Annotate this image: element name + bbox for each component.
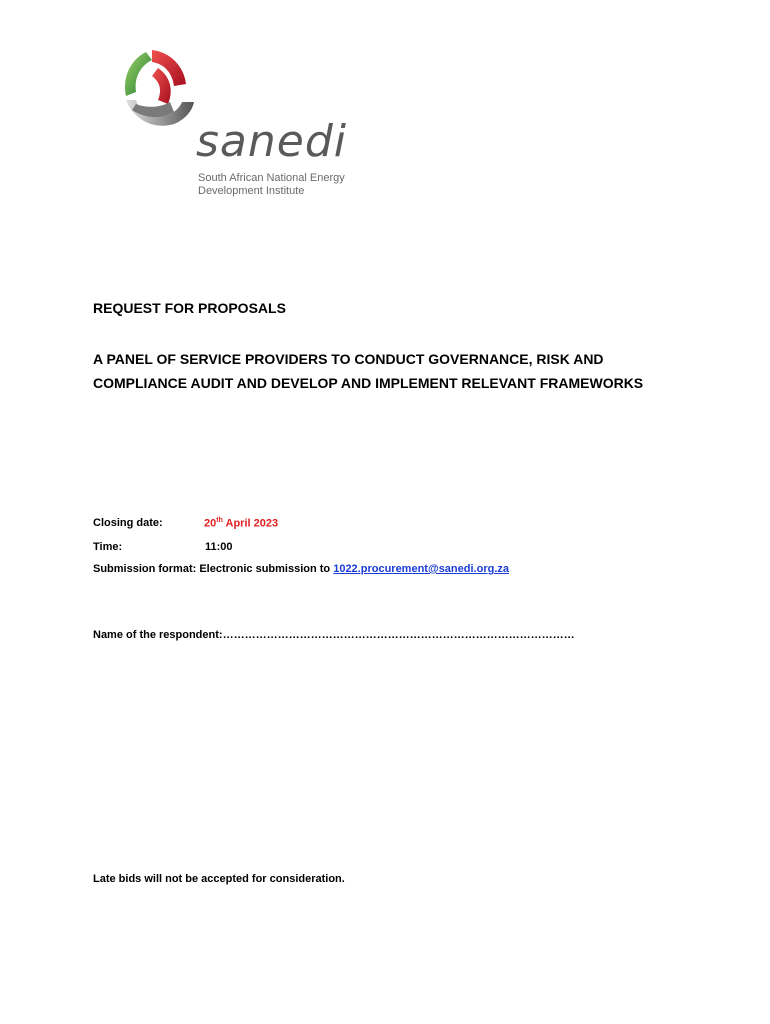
- closing-date-row: [93, 517, 279, 530]
- submission-row: [93, 563, 509, 575]
- submission-label: Submission format: Electronic submission to: [93, 563, 334, 575]
- closing-day-suffix: th: [216, 517, 223, 524]
- time-label: Time:: [93, 541, 123, 553]
- closing-date-label: Closing date:: [93, 517, 163, 529]
- closing-month-year: April 2023: [222, 517, 279, 530]
- late-bids-notice: Late bids will not be accepted for consideration.: [93, 873, 345, 885]
- time-row: [93, 541, 233, 553]
- logo-subtitle-line1: South African National Energy: [198, 172, 345, 184]
- logo-wordmark: sanedi: [196, 116, 347, 167]
- logo-subtitle: [198, 172, 345, 198]
- document-subject: A PANEL OF SERVICE PROVIDERS TO CONDUCT GOVERNANCE, RISK AND COMPLIANCE AUDIT AND DEVELOP AND IMPLEMENT RELEVANT FRAMEWORKS: [93, 351, 644, 391]
- time-value: 11:00: [205, 541, 233, 553]
- respondent-name-field: Name of the respondent:……………………………………………………………………………………: [93, 629, 575, 641]
- closing-date-value: [204, 517, 278, 530]
- sanedi-emblem-icon: [112, 46, 196, 138]
- closing-day: 20: [204, 517, 217, 530]
- submission-email-link[interactable]: 1022.procurement@sanedi.org.za: [333, 563, 509, 575]
- logo-subtitle-line2: Development Institute: [198, 185, 305, 197]
- document-title: REQUEST FOR PROPOSALS: [93, 300, 286, 316]
- sanedi-logo: [112, 46, 382, 206]
